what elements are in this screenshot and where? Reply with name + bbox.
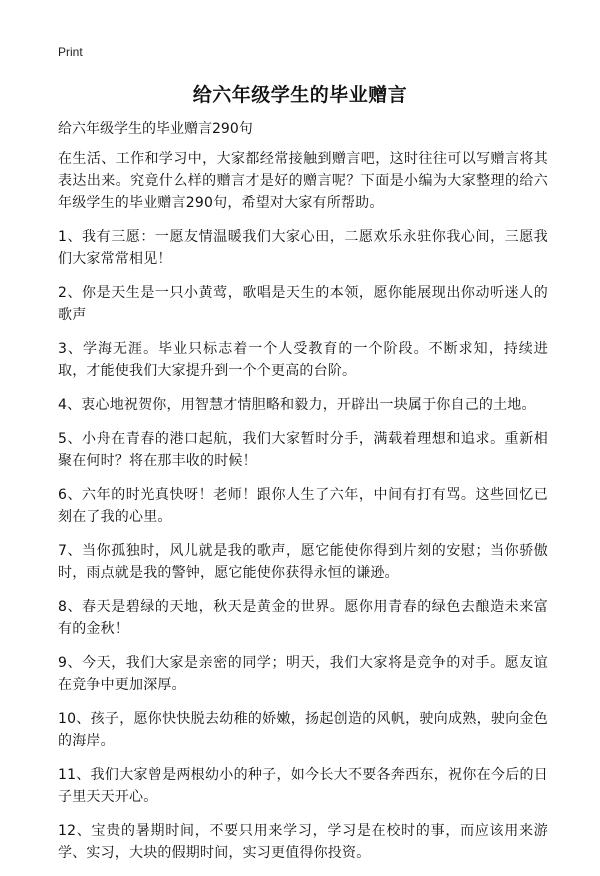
message-item-11: 11、我们大家曾是两根幼小的种子，如今长大不要各奔西东，祝你在今后的日子里天天开心。: [58, 767, 548, 805]
document-subtitle: 给六年级学生的毕业赠言290句: [58, 121, 253, 137]
message-item-12: 12、宝贵的暑期时间，不要只用来学习，学习是在校时的事，而应该用来游学、实习，大块的假期时间，实习更值得你投资。: [58, 823, 548, 861]
message-item-8: 8、春天是碧绿的天地，秋天是黄金的世界。愿你用青春的绿色去酿造未来富有的金秋！: [58, 599, 548, 637]
intro-paragraph: 在生活、工作和学习中，大家都经常接触到赠言吧，这时往往可以写赠言将其表达出来。究竟什么样的赠言才是好的赠言呢？下面是小编为大家整理的给六年级学生的毕业赠言290句，希望对大家有所帮助。: [58, 151, 548, 211]
message-item-7: 7、当你孤独时，风儿就是我的歌声，愿它能使你得到片刻的安慰；当你骄傲时，雨点就是我的警钟，愿它能使你获得永恒的谦逊。: [58, 543, 548, 581]
message-item-10: 10、孩子，愿你快快脱去幼稚的娇嫩，扬起创造的风帆，驶向成熟，驶向金色的海岸。: [58, 711, 548, 749]
message-item-5: 5、小舟在青春的港口起航，我们大家暂时分手，满载着理想和追求。重新相聚在何时？将在那丰收的时候！: [58, 431, 548, 469]
document-body: [58, 148, 548, 876]
message-item-2: 2、你是天生是一只小黄莺，歌唱是天生的本领，愿你能展现出你动听迷人的歌声: [58, 285, 548, 323]
print-link[interactable]: Print: [58, 45, 83, 59]
message-item-6: 6、六年的时光真快呀！老师！跟你人生了六年，中间有打有骂。这些回忆已刻在了我的心里。: [58, 487, 548, 525]
message-item-4: 4、衷心地祝贺你，用智慧才情胆略和毅力，开辟出一块属于你自己的土地。: [58, 397, 536, 413]
message-item-3: 3、学海无涯。毕业只标志着一个人受教育的一个阶段。不断求知，持续进取，才能使我们大家提升到一个个更高的台阶。: [58, 341, 548, 379]
message-item-9: 9、今天，我们大家是亲密的同学；明天，我们大家将是竞争的对手。愿友谊在竞争中更加深厚。: [58, 655, 548, 693]
page-title: 给六年级学生的毕业赠言: [192, 84, 408, 106]
message-item-1: 1、我有三愿：一愿友情温暖我们大家心田，二愿欢乐永驻你我心间，三愿我们大家常常相见！: [58, 229, 548, 267]
